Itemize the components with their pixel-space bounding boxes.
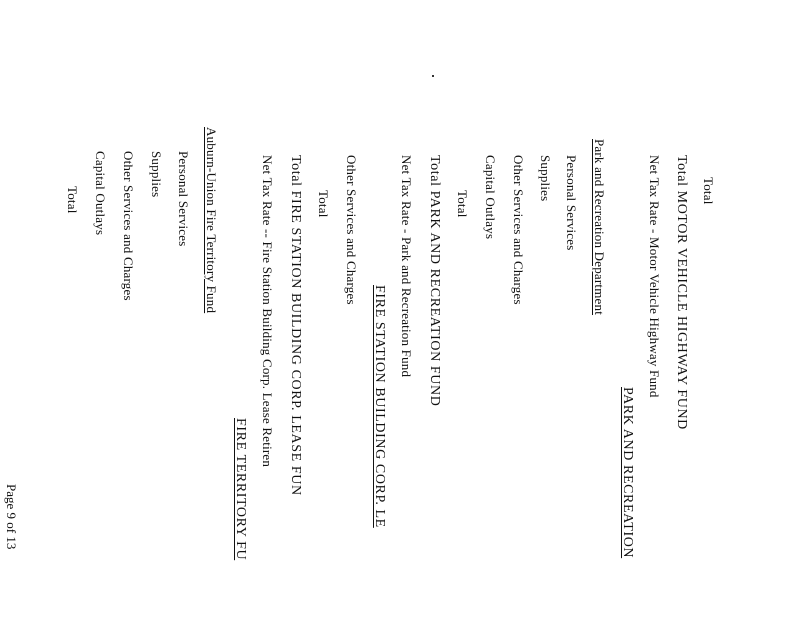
line-ft-capital: Capital Outlays <box>93 151 108 236</box>
line-fsb-other: Other Services and Charges <box>344 155 359 305</box>
heading-fire-station-building: FIRE STATION BUILDING CORP. LE <box>372 285 387 528</box>
line-ft-supplies: Supplies <box>149 151 164 198</box>
line-park-dept: Park and Recreation Department <box>592 139 607 316</box>
line-park-capital: Capital Outlays <box>483 155 498 240</box>
line-ft-total: Total <box>65 186 80 214</box>
line-park-total: Total <box>455 190 470 218</box>
heading-park-and-recreation: PARK AND RECREATION <box>620 387 635 559</box>
line-total-mvh-fund: Total MOTOR VEHICLE HIGHWAY FUND <box>674 155 689 430</box>
line-net-tax-park: Net Tax Rate - Park and Recreation Fund <box>399 155 414 378</box>
line-total-mvh: Total <box>701 177 716 205</box>
speck <box>432 75 434 77</box>
line-net-tax-mvh: Net Tax Rate - Motor Vehicle Highway Fund <box>647 155 662 398</box>
heading-fire-territory: FIRE TERRITORY FU <box>233 418 248 561</box>
line-total-park-fund: Total PARK AND RECREATION FUND <box>427 155 442 407</box>
line-auburn-union: Auburn-Union Fire Territory Fund <box>204 127 219 314</box>
page-footer: Page 9 of 13 <box>4 484 19 550</box>
line-total-fsb-fund: Total FIRE STATION BUILDING CORP. LEASE FUN <box>288 155 303 496</box>
line-ft-personal: Personal Services <box>176 151 191 247</box>
line-net-tax-fsb: Net Tax Rate -- Fire Station Building Corp. Lease Retiren <box>260 155 275 468</box>
line-park-personal: Personal Services <box>564 155 579 251</box>
line-ft-other: Other Services and Charges <box>121 151 136 301</box>
line-park-supplies: Supplies <box>538 155 553 202</box>
line-park-other: Other Services and Charges <box>511 155 526 305</box>
line-fsb-total: Total <box>316 190 331 218</box>
